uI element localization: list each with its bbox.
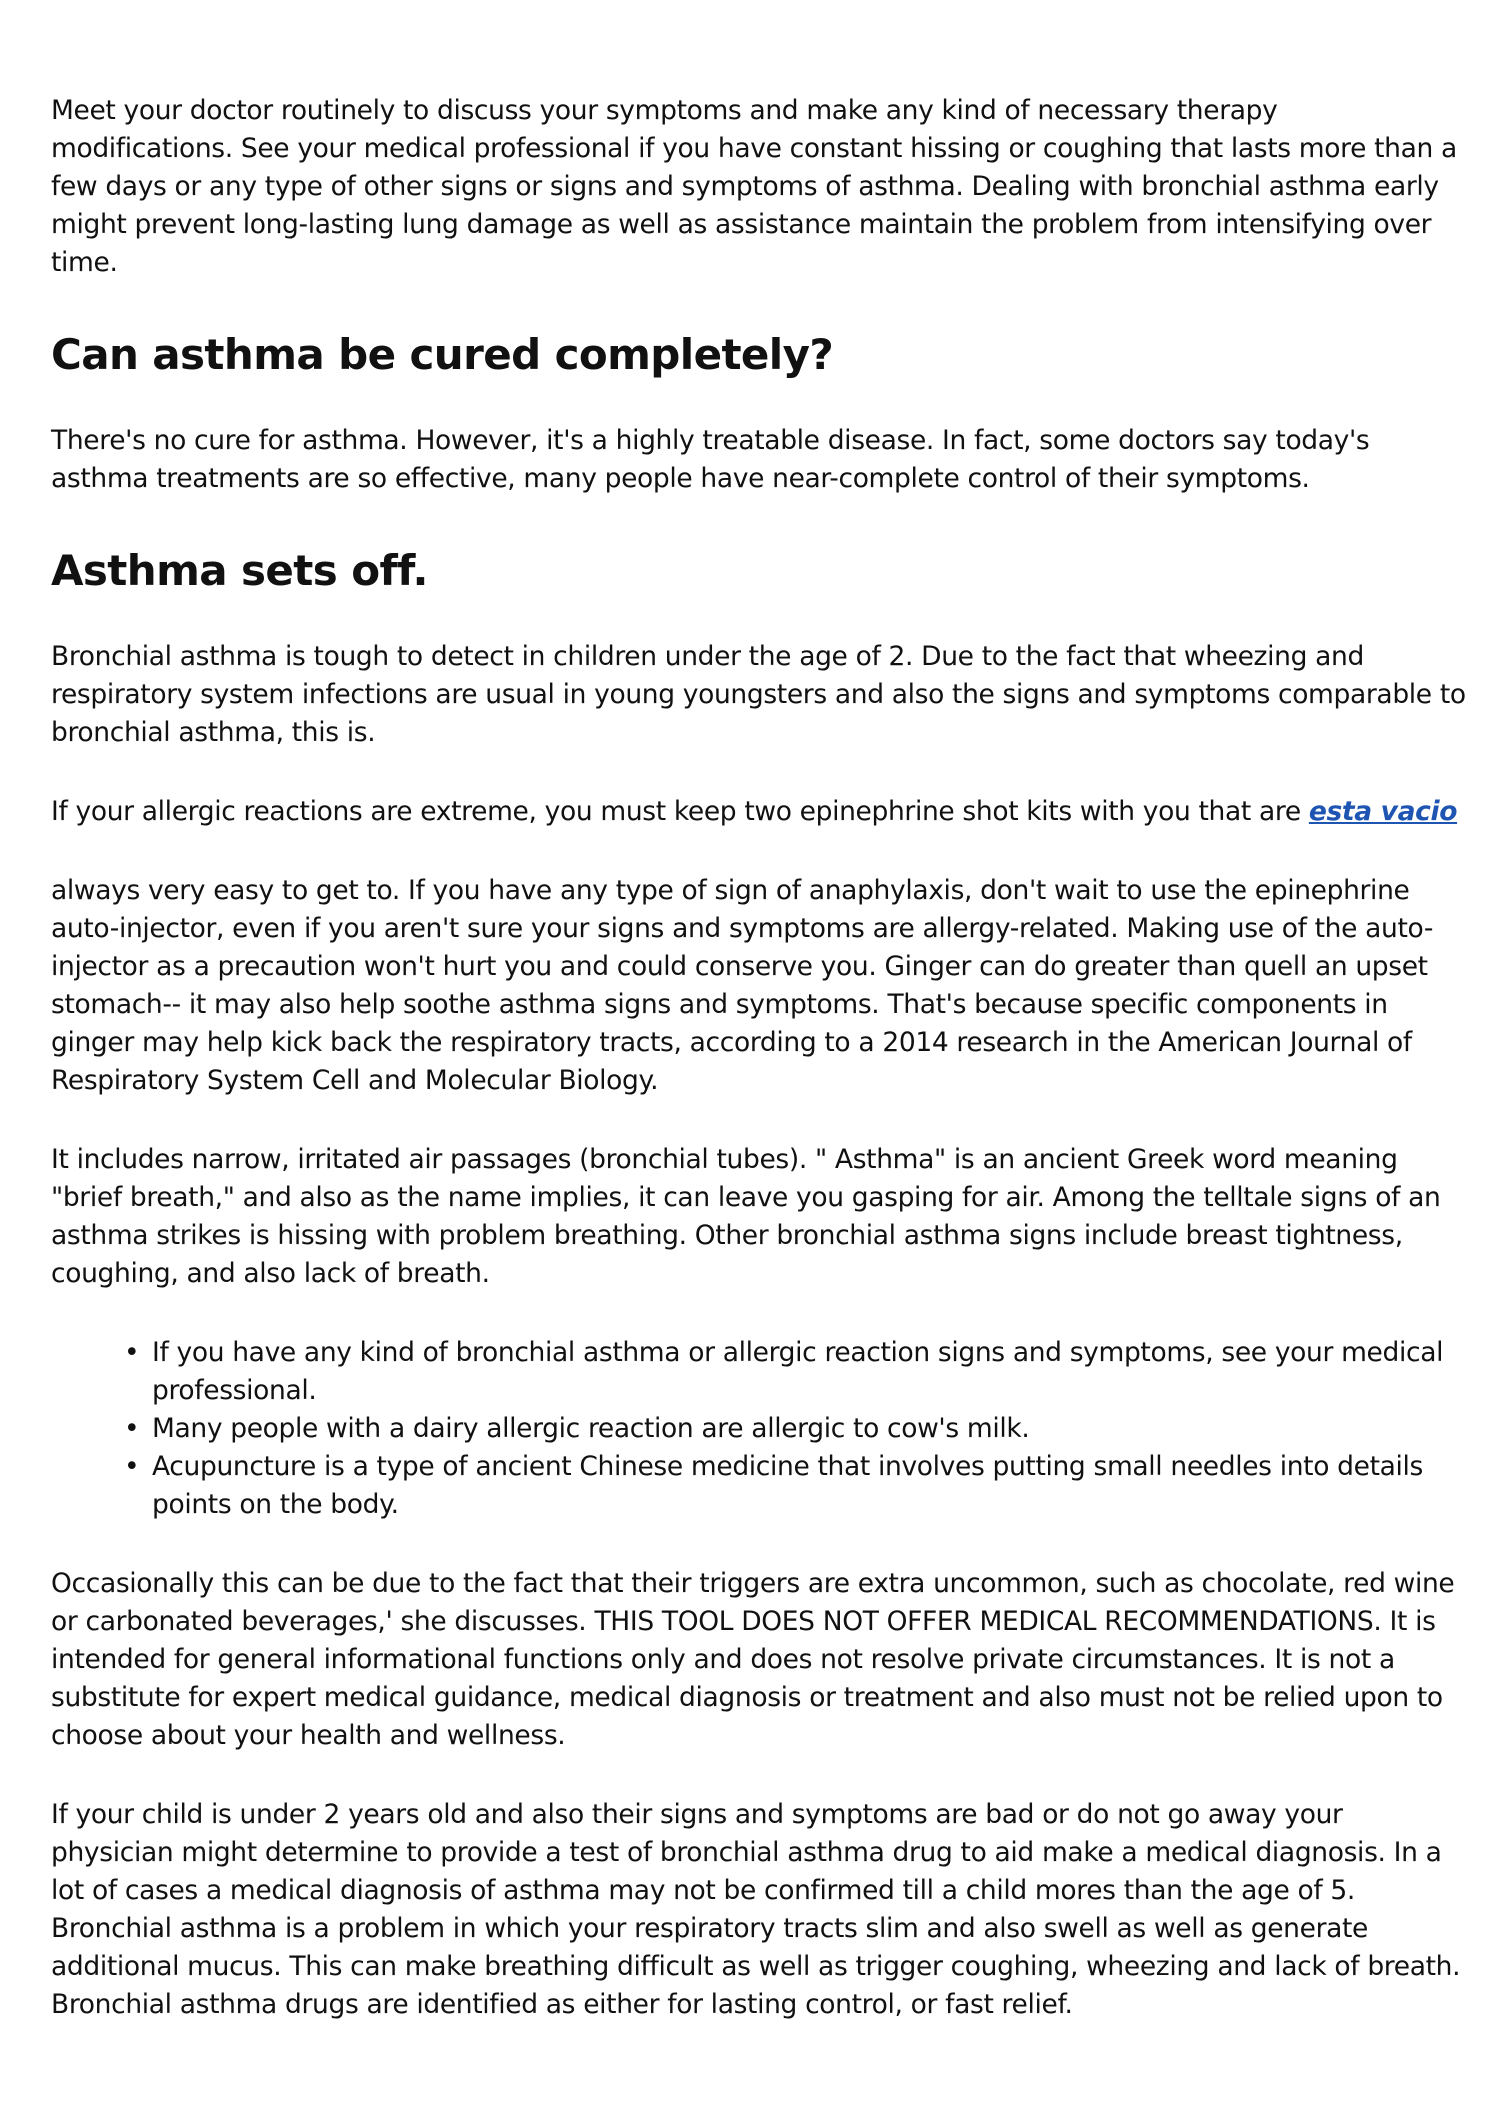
- bullet-icon: •: [124, 1413, 140, 1444]
- paragraph-epinephrine-text: If your allergic reactions are extreme, you must keep two epinephrine shot kits with you that are: [51, 796, 1309, 827]
- paragraph-intro: Meet your doctor routinely to discuss your symptoms and make any kind of necessary therapy modifications. See your medical professional if you have constant hissing or coughing that lasts more than a few days or any type of other signs or signs and symptoms of asthma. Dealing with bronchial asthma early might prevent long-lasting lung damage as well as assistance maintain the problem from intensifying over time.: [51, 95, 1457, 278]
- paragraph-airways: It includes narrow, irritated air passages (bronchial tubes). " Asthma" is an ancient Greek word meaning "brief breath," and also as the name implies, it can leave you gasping for air. Among the telltale signs of an asthma strikes is hissing with problem breathing. Other bronchial asthma signs include breast tightness, coughing, and also lack of breath.: [51, 1144, 1441, 1289]
- paragraph-epinephrine: [51, 793, 1466, 831]
- bullet-icon: •: [124, 1337, 140, 1368]
- paragraph-children: Bronchial asthma is tough to detect in children under the age of 2. Due to the fact that wheezing and respiratory system infections are usual in young youngsters and also the signs and symptoms comparable to bronchial asthma, this is.: [51, 641, 1466, 748]
- list-item-text: Many people with a dairy allergic reaction are allergic to cow's milk.: [152, 1413, 1030, 1444]
- paragraph-anaphylaxis: always very easy to get to. If you have any type of sign of anaphylaxis, don't wait to use the epinephrine auto-injector, even if you aren't sure your signs and symptoms are allergy-related. Making use of the auto-injector as a precaution won't hurt you and could conserve you. Ginger can do greater than quell an upset stomach-- it may also help soothe asthma signs and symptoms. That's because specific components in ginger may help kick back the respiratory tracts, according to a 2014 research in the American Journal of Respiratory System Cell and Molecular Biology.: [51, 875, 1434, 1096]
- list-item: [51, 1334, 1466, 1410]
- list-item-text: If you have any kind of bronchial asthma or allergic reaction signs and symptoms, see your medical professional.: [152, 1337, 1444, 1406]
- bullet-icon: •: [124, 1451, 140, 1482]
- list-item: [51, 1410, 1466, 1448]
- list-item-text: Acupuncture is a type of ancient Chinese medicine that involves putting small needles into details points on the body.: [152, 1451, 1423, 1520]
- paragraph-diagnosis: If your child is under 2 years old and also their signs and symptoms are bad or do not go away your physician might determine to provide a test of bronchial asthma drug to aid make a medical diagnosis. In a lot of cases a medical diagnosis of asthma may not be confirmed till a child mores than the age of 5. Bronchial asthma is a problem in which your respiratory tracts slim and also swell as well as generate additional mucus. This can make breathing difficult as well as trigger coughing, wheezing and lack of breath. Bronchial asthma drugs are identified as either for lasting control, or fast relief.: [51, 1799, 1461, 2020]
- bullet-list: [51, 1334, 1466, 1524]
- article: [51, 92, 1466, 2024]
- heading-cure: Can asthma be cured completely?: [51, 330, 834, 379]
- esta-vacio-link[interactable]: esta vacio: [1308, 796, 1458, 827]
- list-item: [51, 1448, 1466, 1524]
- heading-triggers: Asthma sets off.: [51, 546, 428, 595]
- paragraph-disclaimer: Occasionally this can be due to the fact that their triggers are extra uncommon, such as chocolate, red wine or carbonated beverages,' she discusses. THIS TOOL DOES NOT OFFER MEDICAL RECOMMENDATIONS. It is intended for general informational functions only and does not resolve private circumstances. It is not a substitute for expert medical guidance, medical diagnosis or treatment and also must not be relied upon to choose about your health and wellness.: [51, 1568, 1455, 1751]
- paragraph-cure: There's no cure for asthma. However, it's a highly treatable disease. In fact, some doctors say today's asthma treatments are so effective, many people have near-complete control of their symptoms.: [51, 425, 1370, 494]
